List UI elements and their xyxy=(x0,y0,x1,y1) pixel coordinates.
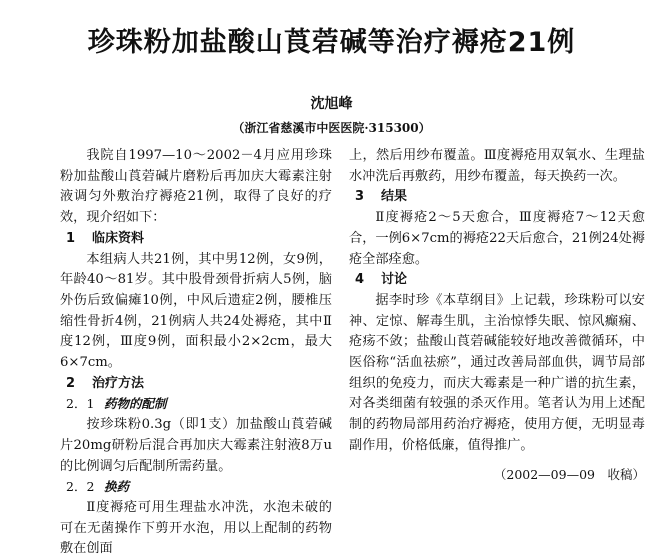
right-column xyxy=(349,146,645,485)
section-number: 4 xyxy=(355,272,365,288)
subsection-title: 换药 xyxy=(104,479,130,495)
intro-paragraph: 我院自1997—10～2002－4月应用珍珠粉加盐酸山莨菪碱片磨粉后再加庆大霉素注射液调匀外敷治疗褥疮21例，取得了良好的疗效，现介绍如下： xyxy=(60,148,332,226)
dressing-paragraph: Ⅱ度褥疮可用生理盐水冲洗，水泡未破的可在无菌操作下剪开水泡，用以上配制的药物敷在创面 xyxy=(60,499,332,557)
received-date: （2002—09—09 收稿） xyxy=(493,466,645,482)
preparation-paragraph: 按珍珠粉0.3g（即1支）加盐酸山莨菪碱片20mg研粉后混合再加庆大霉素注射液8万u的比例调匀后配制所需药量。 xyxy=(60,417,332,474)
subsection-heading-preparation xyxy=(60,394,332,415)
section-number: 3 xyxy=(355,189,365,205)
results-paragraph: Ⅱ度褥疮2～5天愈合，Ⅲ度褥疮7～12天愈合，一例6×7cm的褥疮22天后愈合，21例24处褥疮全部痊愈。 xyxy=(349,210,645,267)
discussion-paragraph: 据李时珍《本草纲目》上记载，珍珠粉可以安神、定惊、解毒生肌，主治惊悸失眠、惊风癫痫、疮疡不敛；盐酸山莨菪碱能较好地改善微循环，中医俗称“活血祛瘀”，通过改善局部血供，调节局部组织的免疫力，而庆大霉素是一种广谱的抗生素，对各类细菌有较强的杀灭作用。笔者认为用上述配制的药物局部用药治疗褥疮，使用方便，无明显毒副作用，价格低廉，值得推广。 xyxy=(349,292,645,453)
article-title: 珍珠粉加盐酸山莨菪碱等治疗褥疮21例 xyxy=(87,27,576,58)
subsection-title: 药物的配制 xyxy=(104,396,167,412)
section-heading-discussion xyxy=(349,270,645,291)
section-heading-clinical xyxy=(60,229,332,250)
section-title: 讨论 xyxy=(381,272,408,288)
section-heading-methods xyxy=(60,374,332,395)
author-affiliation: （浙江省慈溪市中医医院·315300） xyxy=(232,121,431,135)
section-number: 1 xyxy=(66,230,76,246)
clinical-data-paragraph: 本组病人共21例，其中男12例，女9例，年龄40～81岁。其中股骨颈骨折病人5例，脑外伤后致偏瘫10例，中风后遗症2例，腰椎压缩性骨折4例，21例病人共24处褥疮，其中Ⅱ度12例，Ⅲ度9例，面积最小2×2cm，最大6×7cm。 xyxy=(60,251,332,371)
author-name: 沈旭峰 xyxy=(310,96,353,112)
subsection-number: 2．2 xyxy=(66,479,95,495)
section-title: 治疗方法 xyxy=(92,375,145,391)
dressing-paragraph-continued: 上，然后用纱布覆盖。Ⅲ度褥疮用双氧水、生理盐水冲洗后再敷药，用纱布覆盖，每天换药一次。 xyxy=(349,148,645,184)
subsection-number: 2．1 xyxy=(66,396,95,412)
subsection-heading-dressing xyxy=(60,477,332,498)
left-column xyxy=(60,146,332,560)
section-heading-results xyxy=(349,187,645,208)
section-number: 2 xyxy=(66,375,76,391)
section-title: 结果 xyxy=(381,189,408,205)
section-title: 临床资料 xyxy=(92,230,145,246)
